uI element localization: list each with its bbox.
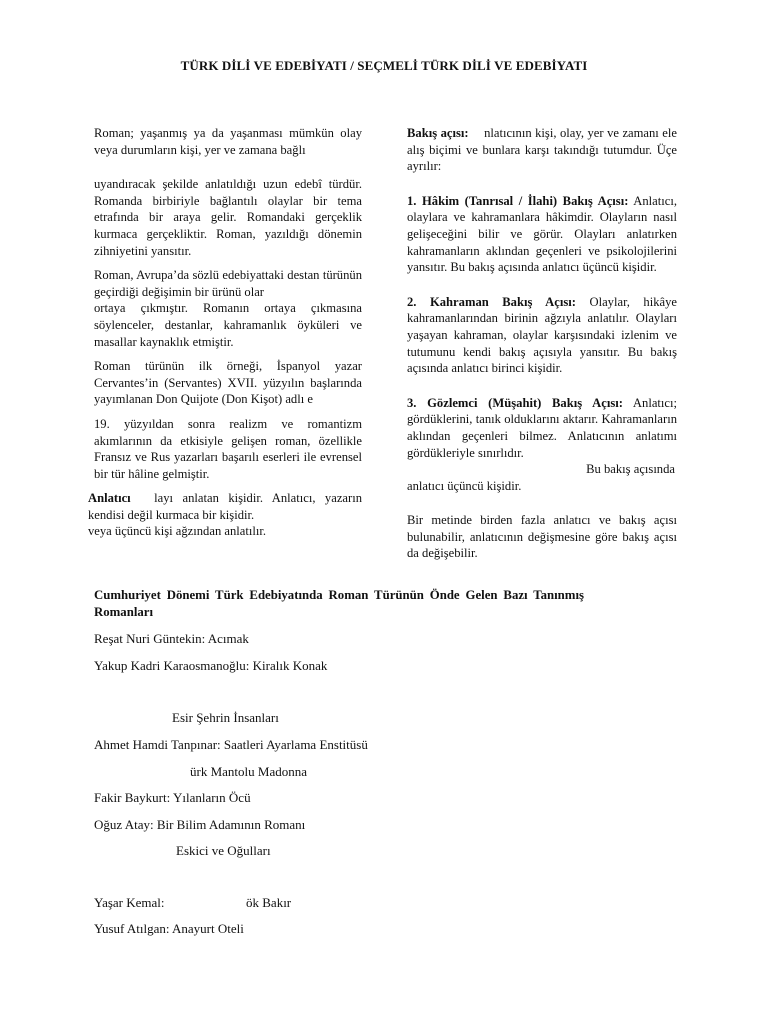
narrator-paragraph	[88, 490, 362, 523]
hero-pov-title: 2. Kahraman Bakış Açısı:	[407, 294, 576, 309]
observer-pov	[407, 395, 677, 461]
novel-list-item: Yakup Kadri Karaosmanoğlu: Kiralık Konak	[94, 658, 328, 673]
novel-list-item: Yaşar Kemal:	[94, 895, 165, 910]
novel-list-item: Oğuz Atay: Bir Bilim Adamının Romanı	[94, 817, 306, 832]
narrator-term: Anlatıcı	[88, 491, 131, 506]
left-column	[88, 125, 362, 540]
roman-19th-century: 19. yüzyıldan sonra realizm ve romantizm akımlarının da etkisiyle gelişen roman, özellikle Fransız ve Rus yazarları başarılı eserleri ile evrensel bir tür hâline gelmiştir.	[94, 416, 362, 481]
novel-list-item: Esir Şehrin İnsanları	[172, 710, 279, 725]
roman-origin-a: Roman, Avrupa’da sözlü edebiyattaki destan türünün geçirdiği değişimin bir ürünü olar	[94, 268, 362, 299]
roman-first-example: Roman türünün ilk örneği, İspanyol yazar Cervantes’in (Servantes) XVII. yüzyılın başlarında yayımlanan Don Quijote (Don Kişot) adlı e	[94, 359, 362, 407]
roman-definition-start: Roman; yaşanmış ya da yaşanması mümkün olay veya durumların kişi, yer ve zamana bağlı	[94, 126, 362, 157]
omniscient-pov	[407, 193, 677, 276]
hero-pov	[407, 294, 677, 377]
novel-list-item: Reşat Nuri Güntekin: Acımak	[94, 631, 249, 646]
novel-list-item: Eskici ve Oğulları	[176, 843, 271, 858]
observer-pov-text: Anlatıcı; gördüklerini, tanık olduklarını aktarır. Kahramanların aklından geçenleri bilmez. Anlatıcının anlatımı gördükleriyle sınırlıdır.	[407, 395, 677, 460]
narrator-definition: layı anlatan kişidir. Anlatıcı, yazarın kendisi değil kurmaca bir kişidir.	[88, 491, 362, 522]
novel-list-item: Fakir Baykurt: Yılanların Öcü	[94, 790, 251, 805]
right-column	[407, 125, 677, 562]
novel-list-item: ürk Mantolu Madonna	[190, 764, 307, 779]
omniscient-pov-text: Anlatıcı, olaylara ve kahramanlara hâkimdir. Olayların nasıl gelişeceğini bilir ve görür. Olayları anlatırken kahramanların aklından geçenleri ve psikolojilerini yansıtır. Bu bakış açısında anlatıcı üçüncü kişidir.	[407, 193, 677, 275]
novel-list-item: Yusuf Atılgan: Anayurt Oteli	[94, 921, 244, 936]
novel-list-item: Ahmet Hamdi Tanpınar: Saatleri Ayarlama Enstitüsü	[94, 737, 368, 752]
novel-list-item: ök Bakır	[246, 895, 292, 910]
point-of-view-term: Bakış açısı:	[407, 126, 469, 140]
observer-pov-end: anlatıcı üçüncü kişidir.	[407, 478, 522, 493]
roman-definition-rest: uyandıracak şekilde anlatıldığı uzun edebî türdür. Romanda birbiriyle bağlantılı olaylar bir tema etrafında bir araya gelir. Romandaki gerçeklik kurmaca gerçekliktir. Roman, yazıldığı dönemin zihniyetini yansıtır.	[94, 177, 362, 258]
point-of-view-text: nlatıcının kişi, olay, yer ve zamanı ele alış biçimi ve bunlara karşı takındığı tutumdur. Üçe ayrılır:	[407, 126, 677, 174]
narrator-person: veya üçüncü kişi ağzından anlatılır.	[88, 524, 267, 539]
point-of-view-definition	[407, 125, 677, 175]
section-title: Cumhuriyet Dönemi Türk Edebiyatında Roman Türünün Önde Gelen Bazı Tanınmış Romanları	[94, 588, 584, 619]
hero-pov-text: Olaylar, hikâye kahramanlarından birinin ağzıyla anlatılır. Olayları yaşayan kahraman, olaylar karşısındaki izlenim ve tutumunu kendi bakış açısıyla yansıtır. Bu bakış açısında anlatıcı birinci kişidir.	[407, 294, 677, 376]
omniscient-pov-title: 1. Hâkim (Tanrısal / İlahi) Bakış Açısı:	[407, 193, 629, 208]
roman-origin-b: ortaya çıkmıştır. Romanın ortaya çıkmasına söylenceler, destanlar, kahramanlık öyküleri ve masallar kaynaklık etmiştir.	[94, 301, 362, 349]
page-title: TÜRK DİLİ VE EDEBİYATI / SEÇMELİ TÜRK DİLİ VE EDEBİYATI	[180, 58, 588, 73]
observer-pov-title: 3. Gözlemci (Müşahit) Bakış Açısı:	[407, 395, 623, 410]
multiple-narrators: Bir metinde birden fazla anlatıcı ve bakış açısı bulunabilir, anlatıcının değişmesine göre bakış açısı da değişebilir.	[407, 513, 677, 561]
observer-pov-continued: Bu bakış açısında	[586, 462, 675, 477]
